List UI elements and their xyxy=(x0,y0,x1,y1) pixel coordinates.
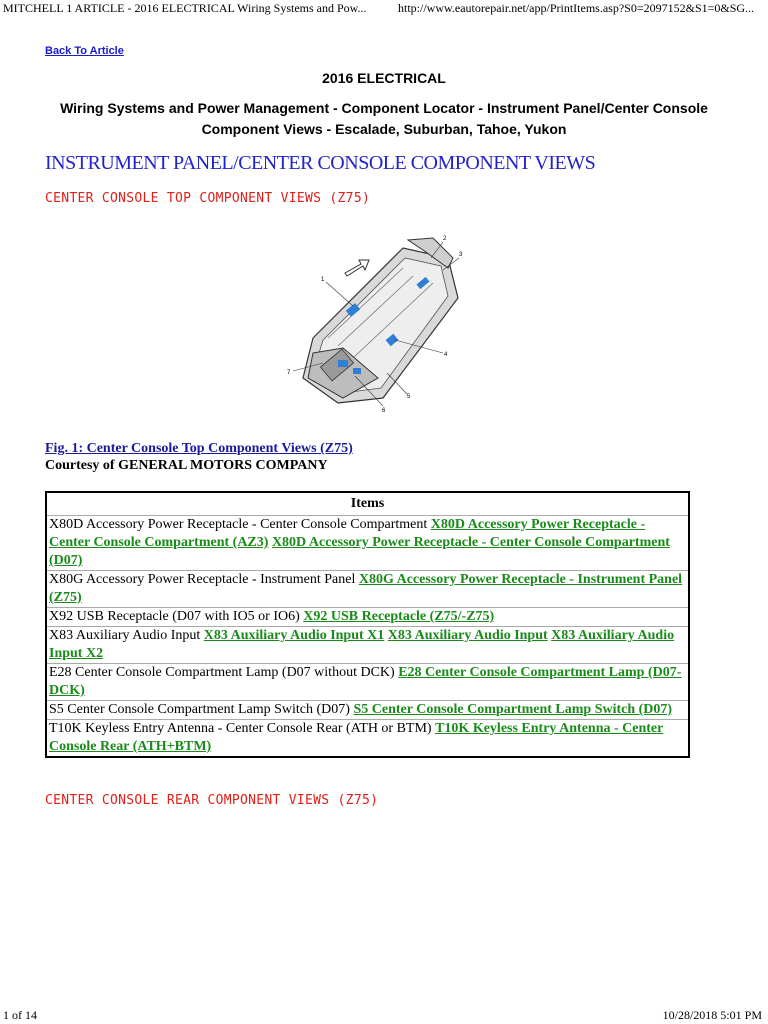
item-link[interactable]: X80G Accessory Power Receptacle - Instrument Panel (Z75) xyxy=(49,572,683,605)
table-row xyxy=(46,701,689,720)
item-link[interactable]: S5 Center Console Compartment Lamp Switch (D07) xyxy=(353,702,673,717)
item-link[interactable]: X83 Auxiliary Audio Input X1 xyxy=(203,628,385,643)
callout-1: 1 xyxy=(321,277,325,283)
print-header xyxy=(0,0,768,18)
callout-5: 5 xyxy=(407,394,411,400)
item-link[interactable]: X83 Auxiliary Audio Input xyxy=(387,628,548,643)
items-table xyxy=(45,491,690,758)
subsection-heading-top: CENTER CONSOLE TOP COMPONENT VIEWS (Z75) xyxy=(45,191,371,206)
items-header: Items xyxy=(46,492,689,516)
item-text: E28 Center Console Compartment Lamp (D07 without DCK) xyxy=(49,665,395,680)
callout-6: 6 xyxy=(382,408,386,414)
callout-3: 3 xyxy=(459,252,463,258)
table-row xyxy=(46,608,689,627)
print-header-url: http://www.eautorepair.net/app/PrintItems.asp?S0=2097152&S1=0&SG... xyxy=(398,1,755,15)
table-row xyxy=(46,516,689,571)
item-link[interactable]: E28 Center Console Compartment Lamp (D07-DCK) xyxy=(49,665,682,698)
item-text: T10K Keyless Entry Antenna - Center Console Rear (ATH or BTM) xyxy=(49,721,432,736)
figure-caption-link[interactable]: Fig. 1: Center Console Top Component Views (Z75) xyxy=(45,441,353,456)
callout-2: 2 xyxy=(443,236,447,242)
item-link[interactable]: X80D Accessory Power Receptacle - Center Console Compartment (AZ3) xyxy=(49,517,646,550)
section-heading: INSTRUMENT PANEL/CENTER CONSOLE COMPONENT VIEWS xyxy=(45,152,596,174)
callout-7: 7 xyxy=(287,370,291,376)
item-text: S5 Center Console Compartment Lamp Switch (D07) xyxy=(49,702,350,717)
table-row xyxy=(46,720,689,758)
back-to-article-link[interactable]: Back To Article xyxy=(45,45,124,57)
document-subtitle: Wiring Systems and Power Management - Component Locator - Instrument Panel/Center Console Component Views - Escalade, Suburban, Tahoe, Yukon xyxy=(60,100,708,137)
print-datetime: 10/28/2018 5:01 PM xyxy=(662,1008,762,1022)
table-row xyxy=(46,627,689,664)
print-header-title: MITCHELL 1 ARTICLE - 2016 ELECTRICAL Wiring Systems and Pow... xyxy=(3,1,367,15)
table-row xyxy=(46,664,689,701)
table-row xyxy=(46,571,689,608)
callout-4: 4 xyxy=(444,352,448,358)
item-link[interactable]: X92 USB Receptacle (Z75/-Z75) xyxy=(303,609,495,624)
item-text: X92 USB Receptacle (D07 with IO5 or IO6) xyxy=(49,609,300,624)
subsection-heading-rear: CENTER CONSOLE REAR COMPONENT VIEWS (Z75) xyxy=(45,793,379,808)
item-text: X80G Accessory Power Receptacle - Instrument Panel xyxy=(49,572,356,587)
item-link[interactable]: X83 Auxiliary Audio Input X2 xyxy=(49,628,675,661)
courtesy-text: Courtesy of GENERAL MOTORS COMPANY xyxy=(45,458,328,473)
item-link[interactable]: X80D Accessory Power Receptacle - Center Console Compartment (D07) xyxy=(49,535,670,568)
center-console-diagram xyxy=(283,228,473,418)
document-title: 2016 ELECTRICAL xyxy=(322,70,446,86)
item-text: X80D Accessory Power Receptacle - Center Console Compartment xyxy=(49,517,428,532)
item-link[interactable]: T10K Keyless Entry Antenna - Center Console Rear (ATH+BTM) xyxy=(49,721,664,754)
page-number: 1 of 14 xyxy=(3,1008,37,1022)
item-text: X83 Auxiliary Audio Input xyxy=(49,628,201,643)
